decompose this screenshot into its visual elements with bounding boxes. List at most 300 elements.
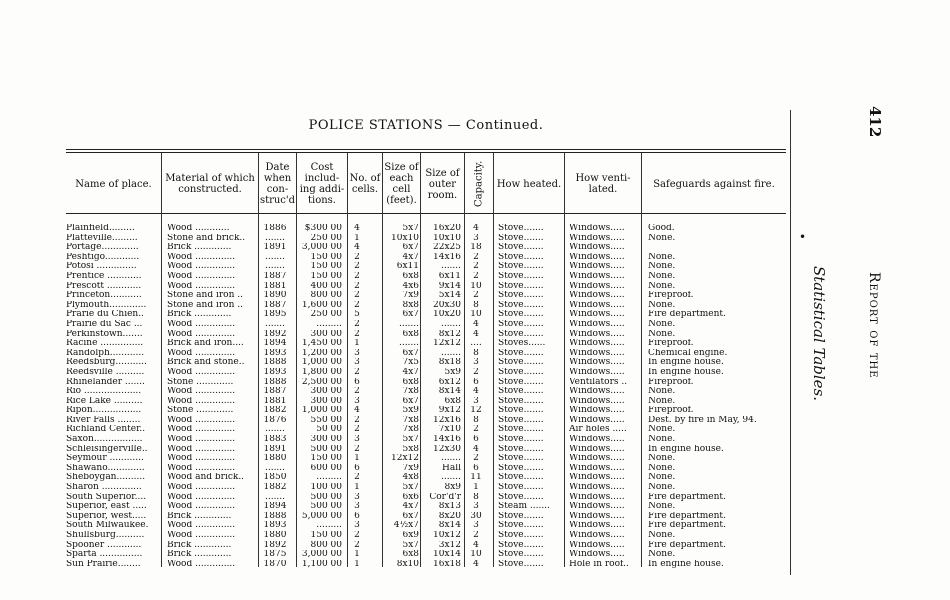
cell-outer: 14x16: [433, 435, 461, 445]
cell-date: 1882: [263, 406, 287, 416]
cell-capacity: 4: [473, 224, 479, 233]
cell-size: 5x7: [402, 540, 419, 550]
cell-outer: 6x12: [438, 377, 461, 387]
cell-cost: 1,200 00: [301, 348, 342, 358]
cell-size: 6x7: [402, 348, 419, 358]
cell-size: 6x8: [402, 550, 419, 560]
cell-date: 1895: [263, 310, 287, 320]
cell-safeguards: Fire department.: [648, 540, 726, 550]
cell-size: 6x7: [402, 396, 419, 406]
cell-material: Wood ..............: [167, 367, 236, 377]
cell-name: Schleisingerville..: [66, 444, 148, 454]
table-row: [66, 435, 786, 445]
table-row: [66, 272, 786, 282]
cell-outer: 16x20: [433, 224, 461, 233]
cell-safeguards: None.: [648, 262, 676, 272]
cell-capacity: 12: [470, 406, 482, 416]
cell-material: Brick .............: [167, 310, 232, 320]
cell-ventilated: Windows.....: [569, 300, 625, 310]
table-row: [66, 397, 786, 407]
cell-date: 1888: [263, 511, 287, 521]
cell-heated: Stove.......: [498, 348, 544, 358]
cell-safeguards: None.: [648, 396, 676, 406]
cell-capacity: 10: [470, 281, 482, 291]
table-row: [66, 291, 786, 301]
cell-ventilated: Ventilators ..: [569, 377, 628, 387]
cell-date: .......: [264, 492, 286, 502]
cell-outer: 12x16: [433, 415, 461, 425]
cell-capacity: 1: [473, 483, 479, 493]
cell-name: Reedsburg...........: [66, 358, 147, 368]
cell-material: Stone and brick..: [167, 233, 246, 243]
cell-size: 6x7: [402, 243, 419, 253]
cell-safeguards: In engine house.: [648, 559, 724, 569]
cell-heated: Stove.......: [498, 521, 544, 531]
cell-cells: 2: [354, 531, 360, 540]
cell-heated: Stove.......: [498, 435, 544, 445]
cell-outer: 10x12: [433, 531, 461, 540]
cell-outer: 6x11: [438, 271, 461, 281]
cell-safeguards: None.: [648, 454, 676, 464]
cell-heated: Stove.......: [498, 463, 544, 473]
cell-heated: Stove.......: [498, 377, 544, 387]
table-row: [66, 339, 786, 349]
cell-cells: 3: [354, 492, 360, 502]
cell-material: Wood ..............: [167, 281, 236, 291]
cell-safeguards: None.: [648, 463, 676, 473]
cell-ventilated: Windows.....: [569, 415, 625, 425]
cell-outer: 5x9: [444, 367, 461, 377]
cell-capacity: 4: [473, 559, 479, 569]
cell-ventilated: Windows.....: [569, 444, 625, 454]
cell-outer: Hall: [442, 463, 461, 473]
cell-cost: 3,000 00: [301, 550, 342, 560]
cell-cells: 4: [354, 243, 360, 253]
cell-capacity: ....: [470, 339, 482, 349]
header-material: Material of which constructed.: [165, 173, 255, 195]
cell-cost: 1,600 00: [301, 300, 342, 310]
cell-size: 8x8: [402, 300, 419, 310]
cell-safeguards: Fire department.: [648, 511, 726, 521]
cell-cost: 1,000 00: [301, 406, 342, 416]
header-capacity: Capacity.: [473, 160, 485, 208]
cell-ventilated: Windows.....: [569, 291, 625, 301]
cell-material: Wood ..............: [167, 425, 236, 435]
running-head: Report of the: [866, 272, 882, 379]
cell-safeguards: None.: [648, 502, 676, 512]
cell-cells: 4: [354, 406, 360, 416]
cell-outer: .......: [440, 454, 461, 464]
table-row: [66, 445, 786, 455]
cell-heated: Stove.......: [498, 483, 544, 493]
cell-size: 6x8: [402, 377, 419, 387]
cell-safeguards: Chemical engine.: [648, 348, 728, 358]
cell-heated: Stove.......: [498, 224, 544, 233]
cell-material: Wood ..............: [167, 521, 236, 531]
header-size: Size of each cell (feet).: [384, 162, 419, 206]
table-row: [66, 541, 786, 551]
cell-size: 4x8: [402, 473, 419, 483]
cell-safeguards: None.: [648, 550, 676, 560]
cell-date: 1850: [263, 473, 287, 483]
cell-cost: 150 00: [310, 454, 342, 464]
table-row: [66, 521, 786, 531]
cell-capacity: 2: [473, 252, 479, 262]
cell-capacity: 6: [473, 435, 479, 445]
cell-cells: 2: [354, 262, 360, 272]
cell-cost: 5,000 00: [301, 511, 342, 521]
cell-heated: Stove.......: [498, 358, 544, 368]
cell-cost: 300 00: [310, 435, 342, 445]
cell-cost: 600 00: [310, 463, 342, 473]
cell-ventilated: Windows.....: [569, 454, 625, 464]
cell-material: Wood ..............: [167, 329, 236, 339]
cell-material: Wood ............: [167, 224, 230, 233]
cell-ventilated: Windows.....: [569, 473, 625, 483]
cell-date: 1891: [263, 243, 287, 253]
cell-cost: 800 00: [310, 540, 342, 550]
cell-capacity: 2: [473, 367, 479, 377]
cell-cells: 6: [354, 377, 360, 387]
cell-date: 1887: [263, 271, 287, 281]
cell-capacity: 8: [473, 415, 479, 425]
cell-heated: Stove.......: [498, 300, 544, 310]
cell-cost: 50 00: [316, 425, 342, 435]
cell-cost: 150 00: [310, 262, 342, 272]
table-row: [66, 493, 786, 503]
cell-material: Brick and stone..: [167, 358, 245, 368]
cell-capacity: 18: [470, 243, 482, 253]
cell-date: 1888: [263, 358, 287, 368]
cell-name: Randolph............: [66, 348, 145, 358]
cell-size: 5x9: [402, 406, 419, 416]
cell-ventilated: Windows.....: [569, 233, 625, 243]
top-rule-double: [66, 152, 786, 153]
cell-ventilated: Windows.....: [569, 540, 625, 550]
cell-safeguards: None.: [648, 319, 676, 329]
cell-cells: 2: [354, 415, 360, 425]
cell-heated: Stove.......: [498, 243, 544, 253]
cell-ventilated: Windows.....: [569, 339, 625, 349]
cell-heated: Stove.......: [498, 262, 544, 272]
cell-ventilated: Windows.....: [569, 310, 625, 320]
cell-ventilated: Windows.....: [569, 348, 625, 358]
page-title: POLICE STATIONS — Continued.: [308, 118, 544, 133]
cell-material: Wood ..............: [167, 483, 236, 493]
cell-outer: 10x20: [433, 310, 461, 320]
cell-cost: 400 00: [310, 281, 342, 291]
table-row: [66, 473, 786, 483]
cell-cells: 2: [354, 281, 360, 291]
cell-outer: 8x9: [444, 483, 461, 493]
cell-size: 5x7: [402, 435, 419, 445]
cell-size: 4½x7: [393, 521, 419, 531]
table-row: [66, 330, 786, 340]
cell-cost: 150 00: [310, 252, 342, 262]
cell-size: 8x10: [396, 559, 419, 569]
cell-date: 1881: [263, 281, 287, 291]
header-bottom-rule: [66, 213, 786, 214]
cell-date: 1886: [263, 224, 287, 233]
cell-safeguards: Fire department.: [648, 521, 726, 531]
cell-heated: Stove.......: [498, 454, 544, 464]
cell-safeguards: None.: [648, 531, 676, 540]
cell-material: Wood ..............: [167, 387, 236, 397]
cell-cells: 1: [354, 550, 360, 560]
cell-ventilated: Windows.....: [569, 435, 625, 445]
cell-size: 7x9: [402, 463, 419, 473]
table-row: [66, 224, 786, 234]
header-name: Name of place.: [75, 178, 152, 190]
cell-cost: 800 00: [310, 291, 342, 301]
cell-outer: .......: [440, 319, 461, 329]
cell-ventilated: Windows.....: [569, 387, 625, 397]
cell-cost: 250 00: [310, 310, 342, 320]
cell-outer: 8x14: [438, 521, 461, 531]
cell-cells: 4: [354, 224, 360, 233]
cell-material: Wood ..............: [167, 348, 236, 358]
cell-capacity: 3: [473, 396, 479, 406]
cell-outer: 12x12: [433, 339, 461, 349]
header-heated: How heated.: [496, 178, 562, 190]
cell-heated: Stove.......: [498, 492, 544, 502]
table-row: [66, 310, 786, 320]
cell-capacity: 3: [473, 358, 479, 368]
cell-name: Reedsville ..........: [66, 367, 145, 377]
cell-outer: 12x30: [433, 444, 461, 454]
cell-cost: 150 00: [310, 271, 342, 281]
cell-capacity: 2: [473, 262, 479, 272]
cell-cost: 1,450 00: [301, 339, 342, 349]
cell-ventilated: Windows.....: [569, 531, 625, 540]
cell-size: 6x9: [402, 531, 419, 540]
cell-size: 5x7: [402, 483, 419, 493]
cell-date: 1876: [263, 415, 287, 425]
cell-name: Sharon ..............: [66, 483, 142, 493]
cell-capacity: 10: [470, 310, 482, 320]
cell-name: Prescott ............: [66, 281, 142, 291]
cell-outer: 3x12: [438, 540, 461, 550]
cell-outer: 22x25: [433, 243, 461, 253]
cell-heated: Stove.......: [498, 540, 544, 550]
header-date: Date when con-struc'd: [259, 162, 296, 206]
cell-name: Sheboygan..........: [66, 473, 146, 483]
cell-safeguards: In engine house.: [648, 358, 724, 368]
cell-capacity: 6: [473, 377, 479, 387]
cell-capacity: 8: [473, 492, 479, 502]
section-head: Statistical Tables.: [810, 266, 828, 402]
cell-cells: 3: [354, 521, 360, 531]
table-row: [66, 282, 786, 292]
cell-heated: Steam .......: [498, 502, 550, 512]
cell-size: 7x8: [402, 415, 419, 425]
cell-safeguards: Fire department.: [648, 310, 726, 320]
cell-size: 6x8: [402, 271, 419, 281]
cell-cells: 2: [354, 271, 360, 281]
cell-cost: .........: [316, 319, 342, 329]
cell-size: 4x7: [402, 502, 419, 512]
cell-name: Richland Center..: [66, 425, 146, 435]
cell-name: Portage.............: [66, 243, 139, 253]
cell-capacity: 2: [473, 425, 479, 435]
cell-safeguards: In engine house.: [648, 367, 724, 377]
cell-safeguards: None.: [648, 271, 676, 281]
cell-safeguards: Fireproof.: [648, 406, 694, 416]
cell-name: Saxon.................: [66, 435, 143, 445]
cell-cost: 500 00: [310, 502, 342, 512]
cell-safeguards: None.: [648, 252, 676, 262]
table-row: [66, 368, 786, 378]
cell-size: 5x8: [402, 444, 419, 454]
cell-capacity: 3: [473, 502, 479, 512]
cell-capacity: 2: [473, 271, 479, 281]
cell-material: Brick and iron....: [167, 339, 244, 349]
cell-capacity: 3: [473, 521, 479, 531]
cell-outer: 9x14: [438, 281, 461, 291]
table-row: [66, 416, 786, 426]
cell-ventilated: Windows.....: [569, 319, 625, 329]
cell-date: 1887: [263, 387, 287, 397]
table-row: [66, 454, 786, 464]
cell-heated: Stoves......: [498, 339, 546, 349]
cell-safeguards: Fire department.: [648, 492, 726, 502]
cell-name: Princeton...........: [66, 291, 142, 301]
cell-capacity: 4: [473, 319, 479, 329]
cell-cost: 3,000 00: [301, 243, 342, 253]
cell-heated: Stove.......: [498, 281, 544, 291]
cell-material: Wood ..............: [167, 415, 236, 425]
cell-date: 1880: [263, 531, 287, 540]
cell-date: .......: [264, 262, 286, 272]
table-row: [66, 243, 786, 253]
cell-material: Brick .............: [167, 511, 232, 521]
cell-material: Wood ..............: [167, 435, 236, 445]
cell-name: Prairie du Sac ...: [66, 319, 143, 329]
cell-date: 1881: [263, 396, 287, 406]
cell-capacity: 4: [473, 387, 479, 397]
table-row: [66, 512, 786, 522]
cell-cost: 550 00: [310, 415, 342, 425]
cell-name: South Superior....: [66, 492, 147, 502]
cell-cost: 300 00: [310, 396, 342, 406]
cell-name: Superior, east .....: [66, 502, 147, 512]
cell-size: .......: [398, 339, 419, 349]
cell-size: 6x11: [396, 262, 419, 272]
cell-date: 1890: [263, 291, 287, 301]
cell-capacity: 30: [470, 511, 482, 521]
cell-ventilated: Windows.....: [569, 271, 625, 281]
cell-size: .......: [398, 319, 419, 329]
table-row: [66, 358, 786, 368]
cell-cells: 1: [354, 339, 360, 349]
cell-ventilated: Hole in roof..: [569, 559, 629, 569]
cell-material: Wood ..............: [167, 454, 236, 464]
cell-cost: 250 00: [310, 233, 342, 243]
table-row: [66, 560, 786, 570]
cell-cost: 300 00: [310, 387, 342, 397]
cell-outer: 7x10: [438, 425, 461, 435]
cell-capacity: 4: [473, 540, 479, 550]
cell-name: Perkinstown.......: [66, 329, 143, 339]
cell-heated: Stove.......: [498, 406, 544, 416]
cell-name: South Milwaukee.: [66, 521, 149, 531]
cell-ventilated: Windows.....: [569, 396, 625, 406]
cell-cells: 2: [354, 387, 360, 397]
cell-heated: Stove.......: [498, 291, 544, 301]
margin-bullet: •: [799, 230, 807, 244]
table-row: [66, 234, 786, 244]
table-row: [66, 502, 786, 512]
cell-material: Stone .............: [167, 377, 234, 387]
cell-name: Seymour ............: [66, 454, 144, 464]
cell-heated: Stove.......: [498, 233, 544, 243]
cell-date: 1875: [263, 550, 287, 560]
cell-heated: Stove.......: [498, 559, 544, 569]
cell-cells: 1: [354, 483, 360, 493]
cell-cost: .........: [316, 521, 342, 531]
table-row: [66, 550, 786, 560]
cell-heated: Stove.......: [498, 511, 544, 521]
cell-name: Plymouth.............: [66, 300, 147, 310]
cell-ventilated: Windows.....: [569, 243, 625, 253]
cell-cells: 6: [354, 463, 360, 473]
cell-cells: 2: [354, 367, 360, 377]
table-row: [66, 531, 786, 541]
cell-outer: 6x8: [444, 396, 461, 406]
header-cells: No. of cells.: [349, 173, 381, 195]
cell-cells: 2: [354, 252, 360, 262]
table-row: [66, 483, 786, 493]
page-number: 412: [866, 106, 884, 138]
cell-size: 4x7: [402, 252, 419, 262]
cell-safeguards: None.: [648, 387, 676, 397]
table-row: [66, 406, 786, 416]
cell-heated: Stove.......: [498, 396, 544, 406]
cell-heated: Stove.......: [498, 444, 544, 454]
cell-safeguards: None.: [648, 483, 676, 493]
cell-size: 7x9: [402, 291, 419, 301]
cell-ventilated: Windows.....: [569, 483, 625, 493]
cell-safeguards: In engine house.: [648, 444, 724, 454]
cell-date: 1892: [263, 329, 287, 339]
cell-material: Stone .............: [167, 406, 234, 416]
cell-material: Wood ..............: [167, 531, 236, 540]
cell-name: Racine ...............: [66, 339, 144, 349]
cell-material: Wood ..............: [167, 463, 236, 473]
cell-heated: Stove.......: [498, 310, 544, 320]
cell-cost: $300 00: [304, 224, 342, 233]
cell-safeguards: None.: [648, 435, 676, 445]
cell-date: 1893: [263, 367, 287, 377]
table-row: [66, 378, 786, 388]
cell-date: .......: [264, 233, 286, 243]
cell-name: Spooner ............: [66, 540, 142, 550]
cell-cells: 2: [354, 473, 360, 483]
cell-date: 1888: [263, 377, 287, 387]
cell-cells: 1: [354, 233, 360, 243]
cell-outer: Cor'd'r: [429, 492, 461, 502]
cell-size: 6x7: [402, 310, 419, 320]
cell-name: Shawano.............: [66, 463, 145, 473]
cell-material: Wood ..............: [167, 444, 236, 454]
cell-size: 7x5: [402, 358, 419, 368]
cell-ventilated: Windows.....: [569, 502, 625, 512]
cell-ventilated: Windows.....: [569, 492, 625, 502]
cell-size: 7x8: [402, 425, 419, 435]
cell-capacity: 4: [473, 444, 479, 454]
cell-name: Superior, west.....: [66, 511, 147, 521]
cell-cells: 1: [354, 454, 360, 464]
